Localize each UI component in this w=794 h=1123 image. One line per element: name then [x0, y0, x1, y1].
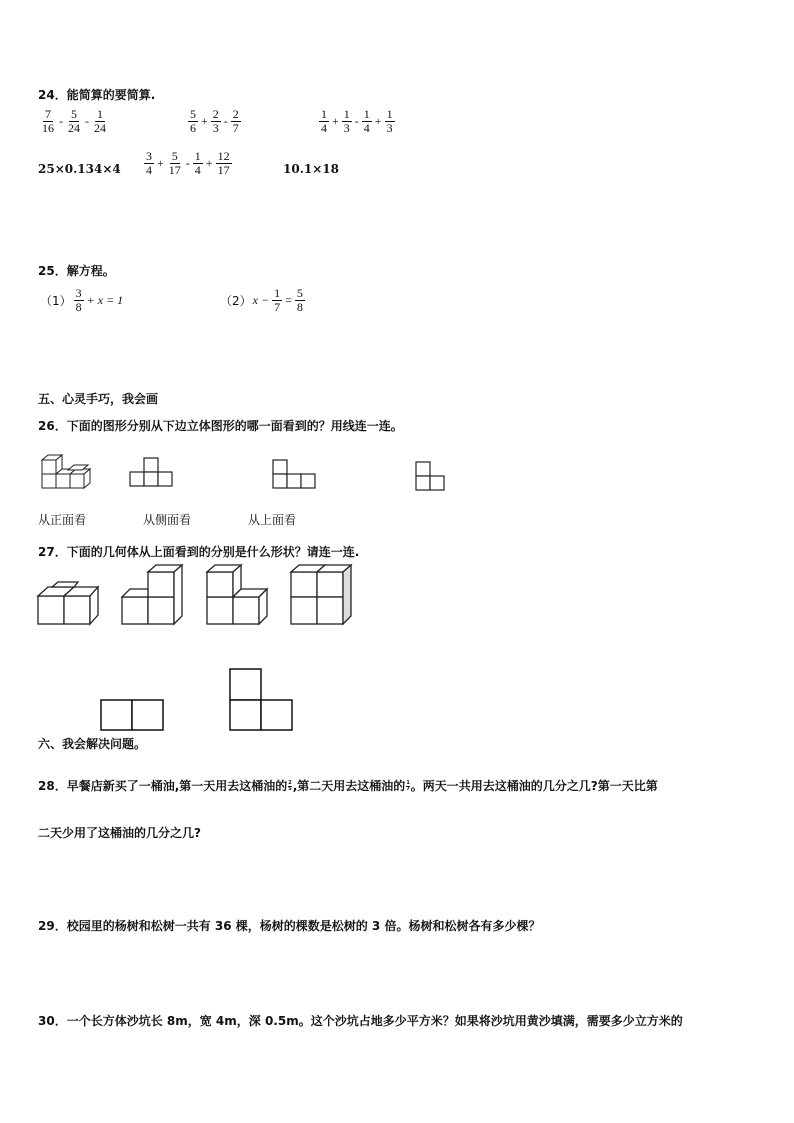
- q24-expr-4: 25×0.134×4: [38, 162, 121, 176]
- fraction: $\frac{5}{6}$: [190, 107, 196, 135]
- q25-equation-1: （1） $\frac{3}{8}$ + x = 1: [40, 286, 124, 314]
- fraction: $\frac{5}{17}$: [168, 149, 181, 177]
- q24-expr-1: $\frac{7}{16}$ - $\frac{5}{24}$ - $\frac{1}{24}$: [42, 107, 106, 135]
- q26-label-top: 从上面看: [248, 513, 297, 527]
- q26-view-b: [271, 457, 321, 493]
- fraction: $\frac{1}{3}$: [386, 107, 393, 135]
- q26-view-c: [413, 457, 449, 497]
- fraction: $\frac{1}{24}$: [94, 107, 106, 135]
- fraction: $\frac{1}{4}$: [321, 107, 327, 135]
- fraction: $\frac{3}{8}$: [75, 286, 82, 314]
- q28-text-line-2: 二天少用了这桶油的几分之几?: [38, 826, 201, 840]
- fraction: $\frac{3}{4}$: [146, 149, 152, 177]
- q25-title: 25．解方程。: [38, 264, 115, 278]
- fraction: $\frac{1}{4}$: [363, 107, 370, 135]
- q27-solid-2: [120, 563, 184, 627]
- q25-equation-2: （2） x − $\frac{1}{7}$ = $\frac{5}{8}$: [220, 286, 303, 314]
- fraction-small: $\frac{1}{7}$: [406, 780, 410, 792]
- q24-expr-6: 10.1×18: [283, 162, 339, 176]
- q26-label-side: 从侧面看: [143, 513, 192, 527]
- fraction-small: $\frac{2}{5}$: [288, 780, 292, 792]
- q26-title: 26．下面的图形分别从下边立体图形的哪一面看到的？用线连一连。: [38, 419, 403, 433]
- fraction: $\frac{1}{7}$: [274, 286, 281, 314]
- q26-view-a: [128, 455, 178, 491]
- q27-top-view-a: [99, 697, 167, 733]
- q26-solid-figure: [38, 450, 98, 494]
- q27-solid-3: [205, 563, 269, 627]
- q28-text-line-1: 28．早餐店新买了一桶油,第一天用去这桶油的 $\frac{2}{5}$ ,第二天用去这桶油的 $\frac{1}{7}$ 。两天一共用去这桶油的几分之几?第一天比第: [38, 779, 658, 793]
- q24-expr-2: $\frac{5}{6}$ + $\frac{2}{3}$ - $\frac{2}{7}$: [190, 107, 239, 135]
- section-5-heading: 五、心灵手巧，我会画: [38, 392, 159, 406]
- q29-text: 29．校园里的杨树和松树一共有 36 棵，杨树的棵数是松树的 3 倍。杨树和松树各有多少棵？: [38, 919, 541, 933]
- fraction: $\frac{2}{3}$: [212, 107, 219, 135]
- q27-solid-1: [36, 580, 100, 628]
- section-6-heading: 六、我会解决问题。: [38, 737, 147, 751]
- fraction: $\frac{2}{7}$: [232, 107, 239, 135]
- q27-top-view-b: [227, 667, 295, 733]
- q24-expr-3: $\frac{1}{4}$ + $\frac{1}{3}$ - $\frac{1}{4}$ + $\frac{1}{3}$: [321, 107, 393, 135]
- q24-title: 24．能简算的要简算.: [38, 88, 156, 102]
- fraction: $\frac{7}{16}$: [42, 107, 54, 135]
- fraction: $\frac{5}{8}$: [296, 286, 303, 314]
- fraction: $\frac{5}{24}$: [68, 107, 80, 135]
- q24-expr-5: $\frac{3}{4}$ + $\frac{5}{17}$ - $\frac{1}{4}$ + $\frac{12}{17}$: [146, 149, 230, 177]
- q27-solid-4: [289, 563, 355, 627]
- fraction: $\frac{1}{4}$: [194, 149, 201, 177]
- fraction: $\frac{12}{17}$: [217, 149, 230, 177]
- q27-title: 27．下面的几何体从上面看到的分别是什么形状？请连一连.: [38, 545, 360, 559]
- fraction: $\frac{1}{3}$: [343, 107, 350, 135]
- q26-label-front: 从正面看: [38, 513, 87, 527]
- q30-text: 30．一个长方体沙坑长 8m，宽 4m，深 0.5m。这个沙坑占地多少平方米？如果将沙坑用黄沙填满，需要多少立方米的: [38, 1014, 683, 1028]
